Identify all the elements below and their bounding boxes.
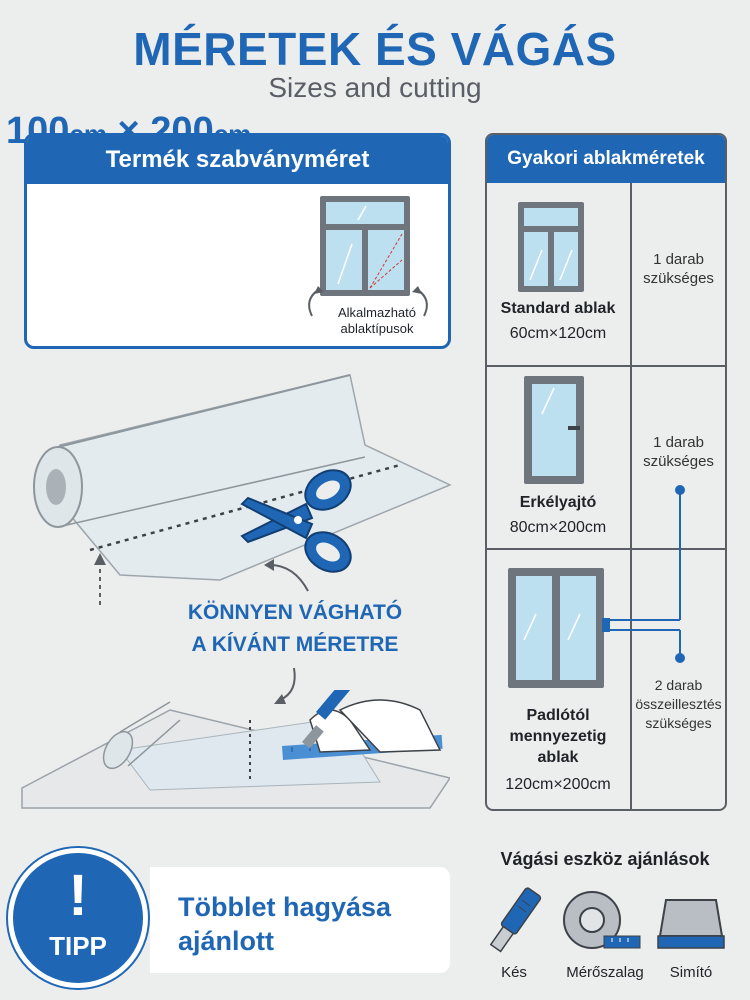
requirement-ftc-line3: szükséges xyxy=(645,715,712,731)
easy-cut-line2: A KÍVÁNT MÉRETRE xyxy=(191,633,399,656)
common-sizes-heading: Gyakori ablakméretek xyxy=(487,135,725,183)
easy-cut-caption xyxy=(160,597,430,661)
requirement-ftc-line1: 2 darab xyxy=(654,677,703,693)
window-size-standard: 60cm×120cm xyxy=(509,325,607,342)
window-name-ftc-line2: mennyezetig xyxy=(509,728,607,745)
tool-label-squeegee: Simító xyxy=(669,964,713,981)
connector-lines xyxy=(600,480,690,670)
utility-knife-icon xyxy=(484,884,554,954)
tape-measure-icon xyxy=(560,888,642,956)
window-types-line1: Alkalmazható xyxy=(337,305,417,320)
size-width-unit: cm xyxy=(69,119,107,149)
standard-size-heading: Termék szabványméret xyxy=(27,136,448,184)
squeegee-icon xyxy=(656,896,726,954)
tip-text xyxy=(178,890,391,958)
tool-label-knife: Kés xyxy=(501,964,527,981)
exclamation-icon: ! xyxy=(68,863,88,928)
floor-to-ceiling-window-icon xyxy=(506,566,606,690)
tool-label-tape-measure: Mérőszalag xyxy=(566,964,644,981)
window-name-floor-to-ceiling xyxy=(487,705,629,768)
window-size-floor-to-ceiling: 120cm×200cm xyxy=(505,776,611,793)
window-name-standard: Standard ablak xyxy=(500,300,616,317)
requirement-balcony-door xyxy=(630,433,727,471)
standard-size-value xyxy=(6,110,251,153)
balcony-door-icon xyxy=(522,374,586,486)
requirement-floor-to-ceiling xyxy=(630,676,727,733)
row-divider xyxy=(487,365,727,367)
requirement-balcony-line2: szükséges xyxy=(643,453,714,470)
tip-text-line1: Többlet hagyása xyxy=(178,892,392,922)
cutting-board-illustration xyxy=(20,690,450,815)
size-height-number: 200 xyxy=(150,110,214,152)
tip-text-line2: ajánlott xyxy=(178,926,275,956)
requirement-standard-line2: szükséges xyxy=(643,270,714,287)
tip-badge-label: TIPP xyxy=(49,931,107,961)
window-name-ftc-line1: Padlótól xyxy=(526,707,590,724)
curved-arrow-icon xyxy=(258,555,318,595)
requirement-balcony-line1: 1 darab xyxy=(653,434,704,451)
window-name-ftc-line3: ablak xyxy=(537,749,579,766)
page-title: MÉRETEK ÉS VÁGÁS xyxy=(133,23,617,75)
easy-cut-line1: KÖNNYEN VÁGHATÓ xyxy=(187,601,403,624)
requirement-ftc-line2: összeillesztés xyxy=(635,696,722,712)
requirement-standard-line1: 1 darab xyxy=(653,251,704,268)
window-types-label xyxy=(322,305,432,337)
window-name-balcony-door: Erkélyajtó xyxy=(519,494,597,511)
standard-window-icon xyxy=(516,200,586,294)
window-types-line2: ablaktípusok xyxy=(340,321,414,336)
size-times-sign: × xyxy=(106,110,151,152)
size-width-number: 100 xyxy=(6,110,70,152)
size-height-unit: cm xyxy=(213,119,252,149)
window-size-balcony-door: 80cm×200cm xyxy=(509,519,607,536)
requirement-standard xyxy=(630,250,727,288)
tools-heading: Vágási eszköz ajánlások xyxy=(500,849,710,869)
page-subtitle: Sizes and cutting xyxy=(268,72,482,103)
